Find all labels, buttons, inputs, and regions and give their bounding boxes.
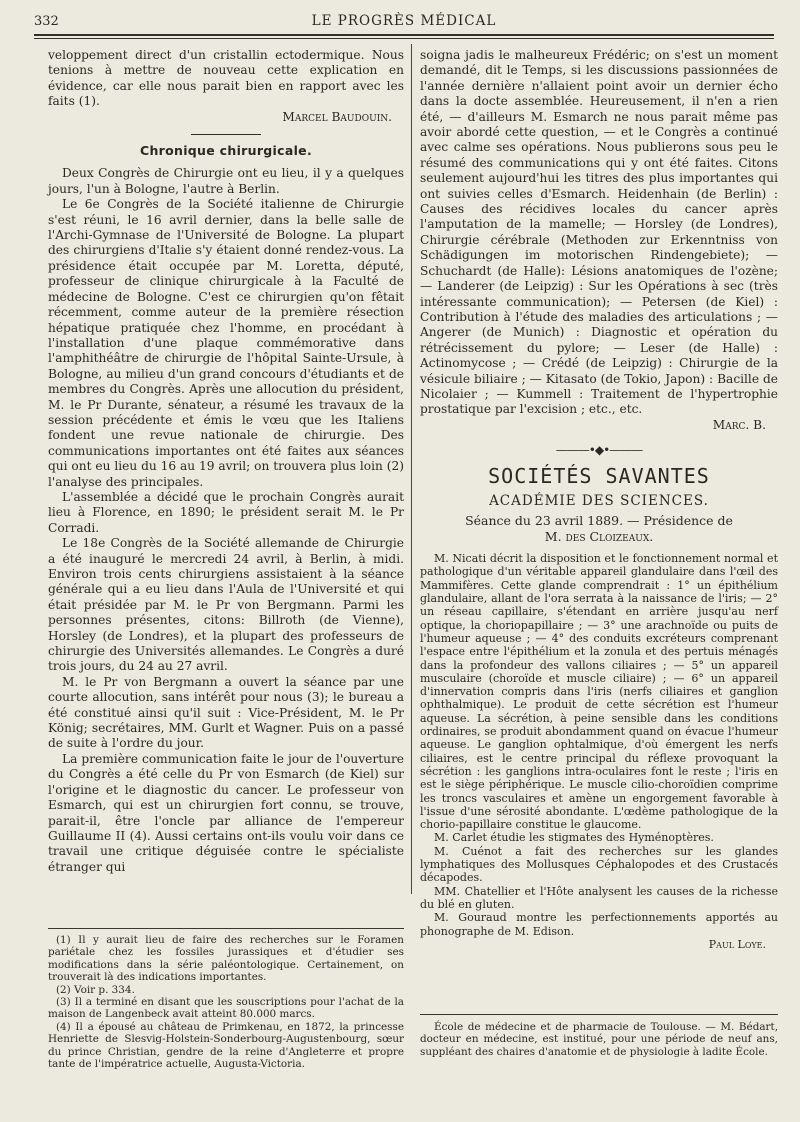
footnote: (2) Voir p. 334. bbox=[56, 983, 135, 996]
seance-line bbox=[420, 513, 778, 544]
paragraph: La première communication faite le jour de l'ouverture du Congrès a été celle du Pr von Esmarch (de Kiel) sur l'origine et le diagnostic du cancer. Le professeur von Esmarch, qui est un chirurgien fort connu, se trouve, parait-il, être l'oncle par alliance de l'empereur Guillaume II (4). Aussi certains ont-ils voulu voir dans ce travail une critique déguisée contre le spécialiste étranger qui bbox=[48, 751, 404, 874]
academy-paragraph: M. Cuénot a fait des recherches sur les glandes lymphatiques des Mollusques Céphalopodes et des Crustacés décapodes. bbox=[420, 844, 778, 885]
ornament-divider: ———•◆•——— bbox=[555, 443, 643, 458]
paragraph: M. le Pr von Bergmann a ouvert la séance par une courte allocution, sans intérêt pour nous (3); le bureau a été constitué ainsi qu'il suit : Vice-Président, M. le Pr König; secrétaires, MM. Gurlt et Wagner. Puis on a passé de suite à l'ordre du jour. bbox=[48, 674, 404, 751]
academy-reports bbox=[420, 552, 778, 951]
intro-signature: Marcel Baudouin. bbox=[282, 109, 392, 124]
footnote: (3) Il a terminé en disant que les souscriptions pour l'achat de la maison de Langenbeck avait atteint 80.000 marcs. bbox=[48, 996, 404, 1021]
seance-president: M. des Cloizeaux. bbox=[544, 528, 654, 544]
school-notice bbox=[420, 1021, 778, 1058]
footnote-rule bbox=[48, 928, 404, 929]
paragraph: L'assemblée a décidé que le prochain Congrès aurait lieu à Florence, en 1890; le président serait M. le Pr Corradi. bbox=[48, 489, 404, 535]
notice-text: École de médecine et de pharmacie de Toulouse. — M. Bédart, docteur en médecine, est institué, pour une période de neuf ans, suppléant des chaires d'anatomie et de physiologie à ladite École. bbox=[420, 1021, 778, 1058]
seance-date: Séance du 23 avril 1889. — Présidence de bbox=[465, 513, 733, 529]
academy-signature: Paul Loye. bbox=[708, 937, 766, 951]
section-heading-societes: SOCIÉTÉS SAVANTES bbox=[488, 463, 710, 488]
header-rule-thick bbox=[34, 34, 774, 36]
notice-rule bbox=[420, 1014, 778, 1015]
paragraph: Deux Congrès de Chirurgie ont eu lieu, il y a quelques jours, l'un à Bologne, l'autre à Berlin. bbox=[48, 166, 404, 196]
intro-paragraph: veloppement direct d'un cristallin ectodermique. Nous tenions à mettre de nouveau cette explication en évidence, car elle nous parait bien en rapport avec les faits (1). bbox=[48, 48, 404, 109]
right-column bbox=[420, 48, 778, 951]
footnote: (1) Il y aurait lieu de faire des recherches sur le Foramen pariétale chez les fossiles jurassiques et d'étudier ses modifications dans la série paléontologique. Certainement, on trouverait là des indications importantes. bbox=[48, 934, 404, 984]
academy-heading: ACADÉMIE DES SCIENCES. bbox=[489, 492, 709, 509]
continued-paragraph: soigna jadis le malheureux Frédéric; on s'est un moment demandé, dit le Temps, si les discussions passionnées de l'année dernière n'allaient point avoir un dernier écho dans la docte assemblée. Heureusement, il n'en a rien été, — d'ailleurs M. Esmarch ne nous parait même pas avoir abordé cette question, — et le Congrès a continué avec calme ses opérations. Nous publierons sous peu le résumé des communications qui y ont été faites. Citons seulement aujourd'hui les titres des plus importantes qui ont suivies celles d'Esmarch. Heidenhain (de Berlin) : Causes des récidives locales du cancer après l'amputation de la mamelle; — Horsley (de Londres), Chirurgie cérébrale (Methoden zur Erkenntniss von Schädigungen im motorischen Rindengebiete); — Schuchardt (de Halle): Lésions anatomiques de l'ozène; — Landerer (de Leipzig) : Sur les Opérations à sec (très intéressante communication); — Petersen (de Kiel) : Contribution à l'étude des maladies des articulations ; — Angerer (de Munich) : Diagnostic et opération du rétrécissement du pylore; — Leser (de Halle) : Actinomycose ; — Crédé (de Leipzig) : Chirurgie de la vésicule biliaire ; — Kitasato (de Tokio, Japon) : Bacille de Nicolaier ; — Kummell : Traitement de l'hypertrophie prostatique par l'excision ; etc., etc. bbox=[420, 48, 778, 417]
header-rule-thin bbox=[34, 38, 774, 39]
footnotes bbox=[48, 934, 404, 1070]
journal-title: LE PROGRÈS MÉDICAL bbox=[311, 13, 497, 29]
paragraph: Le 18e Congrès de la Société allemande de Chirurgie a été inauguré le mercredi 24 avril, à Berlin, à midi. Environ trois cents chirurgiens assistaient à la séance générale qui a eu lieu dans l'Aula de l'Université et qui était présidée par M. le Pr von Bergmann. Parmi les personnes présentes, citons: Billroth (de Vienne), Horsley (de Londres), et la plupart des professeurs de chirurgie des Universités allemandes. Le Congrès a duré trois jours, du 24 au 27 avril. bbox=[48, 536, 404, 674]
article-signature: Marc. B. bbox=[712, 417, 766, 432]
paragraph: Le 6e Congrès de la Société italienne de Chirurgie s'est réuni, le 16 avril dernier, dans la belle salle de l'Archi-Gymnase de l'Université de Bologne. La plupart des chirurgiens d'Italie s'y étaient donné rendez-vous. La présidence était occupée par M. Loretta, député, professeur de clinique chirurgicale à la Faculté de médecine de Bologne. C'est ce chirurgien qu'on fêtait récemment, comme auteur de la première résection hépatique pratiquée chez l'homme, en procédant à l'installation d'une plaque commémorative dans l'amphithéâtre de chirurgie de l'hôpital Sainte-Ursule, à Bologne, au milieu d'un grand concours d'étudiants et de membres du Congrès. Après une allocution du président, M. le Pr Durante, sénateur, a résumé les travaux de la session précédente et émis le vœu que les Italiens fondent une revue nationale de chirurgie. Des communications importantes ont été faites aux séances qui ont eu lieu du 16 au 19 avril; on trouvera plus loin (2) l'analyse des principales. bbox=[48, 197, 404, 489]
column-divider bbox=[411, 44, 412, 894]
section-title: Chronique chirurgicale. bbox=[140, 143, 312, 159]
footnote: (4) Il a épousé au château de Primkenau, en 1872, la princesse Henriette de Slesvig-Holstein-Sonderbourg-Augustenbourg, sœur du prince Christian, gendre de la reine d'Angleterre et propre tante de l'impératrice actuelle, Augusta-Victoria. bbox=[48, 1020, 404, 1071]
left-column bbox=[48, 48, 404, 875]
academy-paragraph: M. Carlet étudie les stigmates des Hyménoptères. bbox=[434, 831, 714, 845]
page-header bbox=[34, 12, 774, 34]
divider bbox=[191, 134, 261, 135]
academy-paragraph: MM. Chatellier et l'Hôte analysent les causes de la richesse du blé en gluten. bbox=[420, 884, 778, 911]
academy-paragraph: M. Nicati décrit la disposition et le fonctionnement normal et pathologique d'un véritable appareil glandulaire dans l'œil des Mammifères. Cette glande comprendrait : 1° un épithélium glandulaire, allant de l'ora serrata à la naissance de l'iris; — 2° un réseau capillaire, s'étendant en arrière jusqu'au nerf optique, la choriopapillaire ; — 3° une arachnoïde ou puits de l'humeur aqueuse ; — 4° des conduits excréteurs comprenant l'espace entre l'épithélium et la zonula et des pertuis ménagés dans la profondeur des vallons ciliaires ; — 5° un appareil musculaire (choroïde et muscle ciliaire) ; — 6° un appareil d'innervation compris dans l'iris (nerfs ciliaires et ganglion ophthalmique). Le produit de cette sécrétion est l'humeur aqueuse. La sécrétion, à peine sensible dans les conditions ordinaires, se produit abondamment quand on évacue l'humeur aqueuse. Le ganglion ophtalmique, d'où émergent les nerfs ciliaires, est le centre principal du réflexe provoquant la sécrétion : les ganglions intra-oculaires font le reste ; l'iris en est le siège périphérique. Le muscle cilio-choroïdien comprime les troncs vasculaires et amène un engorgement favorable à l'issue d'une sérosité abondante. L'œdème pathologique de la chorio-papillaire constitue le glaucome. bbox=[420, 552, 778, 832]
page-number: 332 bbox=[34, 14, 59, 29]
academy-paragraph: M. Gouraud montre les perfectionnements apportés au phonographe de M. Edison. bbox=[420, 911, 778, 938]
